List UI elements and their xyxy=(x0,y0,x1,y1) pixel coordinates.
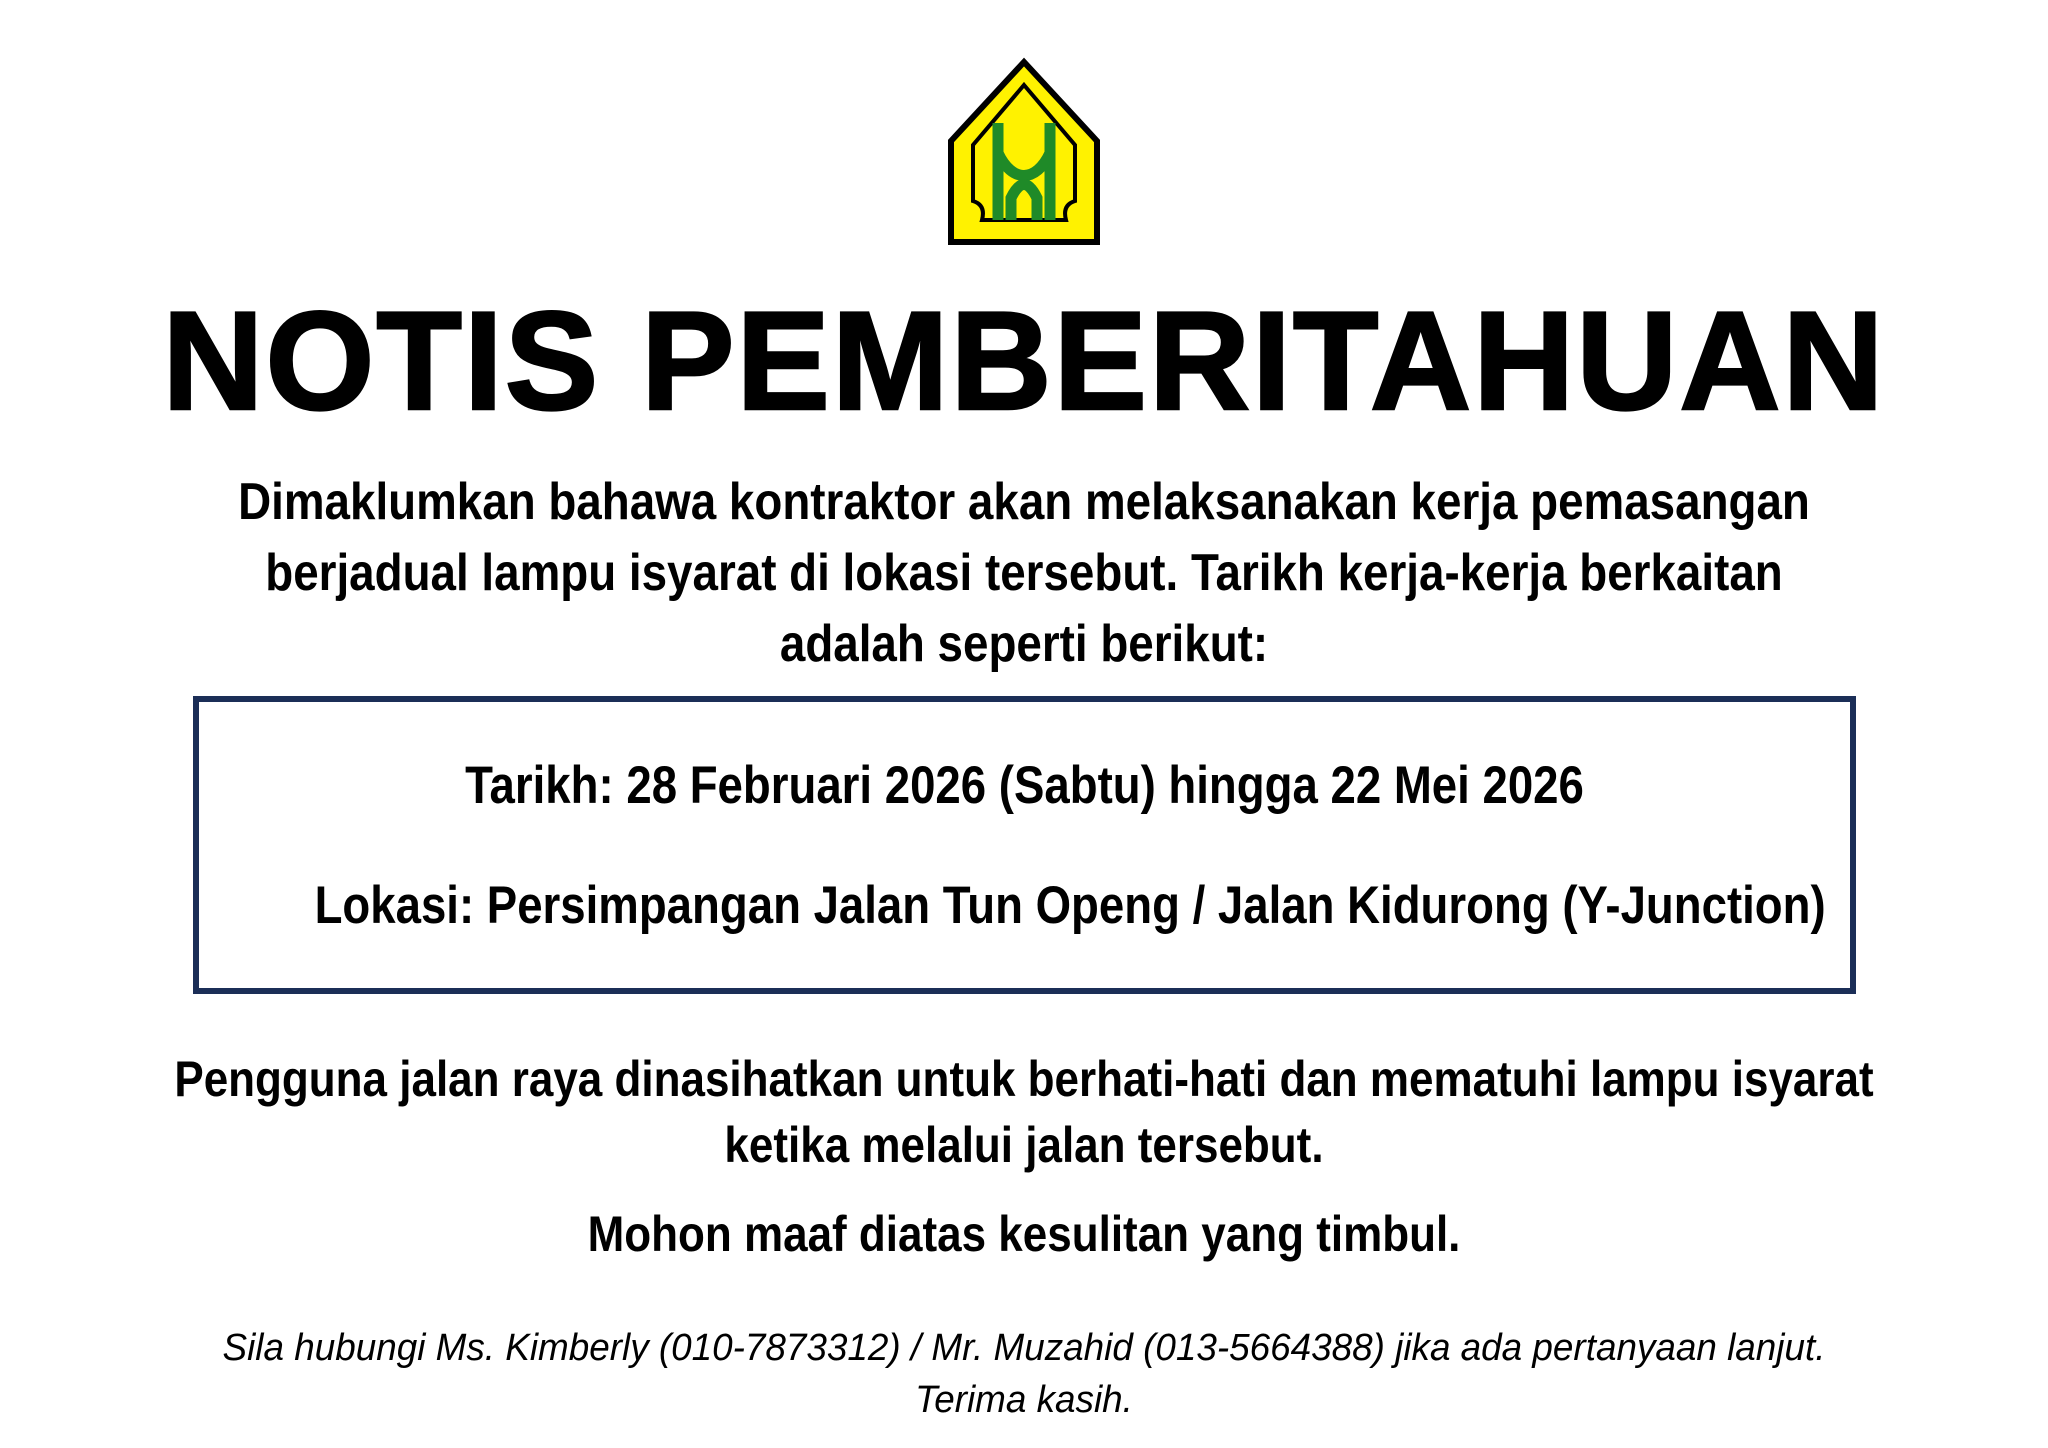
intro-line-3: adalah seperti berikut: xyxy=(779,615,1269,673)
contact-line-2: Terima kasih. xyxy=(915,1379,1133,1421)
intro-line-1: Dimaklumkan bahawa kontraktor akan melaksanakan kerja pemasangan xyxy=(238,473,1810,531)
intro-line-2: berjadual lampu isyarat di lokasi tersebut. Tarikh kerja-kerja berkaitan xyxy=(265,544,1783,602)
schedule-location-line: Lokasi: Persimpangan Jalan Tun Openg / Jalan Kidurong (Y-Junction) xyxy=(314,876,1826,935)
house-emblem-icon xyxy=(940,57,1108,247)
apology-line: Mohon maaf diatas kesulitan yang timbul. xyxy=(587,1206,1461,1262)
schedule-date-line: Tarikh: 28 Februari 2026 (Sabtu) hingga 22 Mei 2026 xyxy=(464,756,1584,815)
notice-title: NOTIS PEMBERITAHUAN xyxy=(162,282,1886,439)
advice-paragraph xyxy=(123,1046,1925,1178)
contact-paragraph xyxy=(31,1322,2018,1426)
intro-paragraph xyxy=(123,467,1925,680)
contact-line-1: Sila hubungi Ms. Kimberly (010-7873312) / Mr. Muzahid (013-5664388) jika ada pertanyaan lanjut. xyxy=(222,1327,1826,1369)
bda-house-logo xyxy=(940,57,1108,247)
schedule-box xyxy=(193,696,1856,994)
advice-line-2: ketika melalui jalan tersebut. xyxy=(724,1117,1324,1173)
advice-line-1: Pengguna jalan raya dinasihatkan untuk berhati-hati dan mematuhi lampu isyarat xyxy=(174,1051,1874,1107)
